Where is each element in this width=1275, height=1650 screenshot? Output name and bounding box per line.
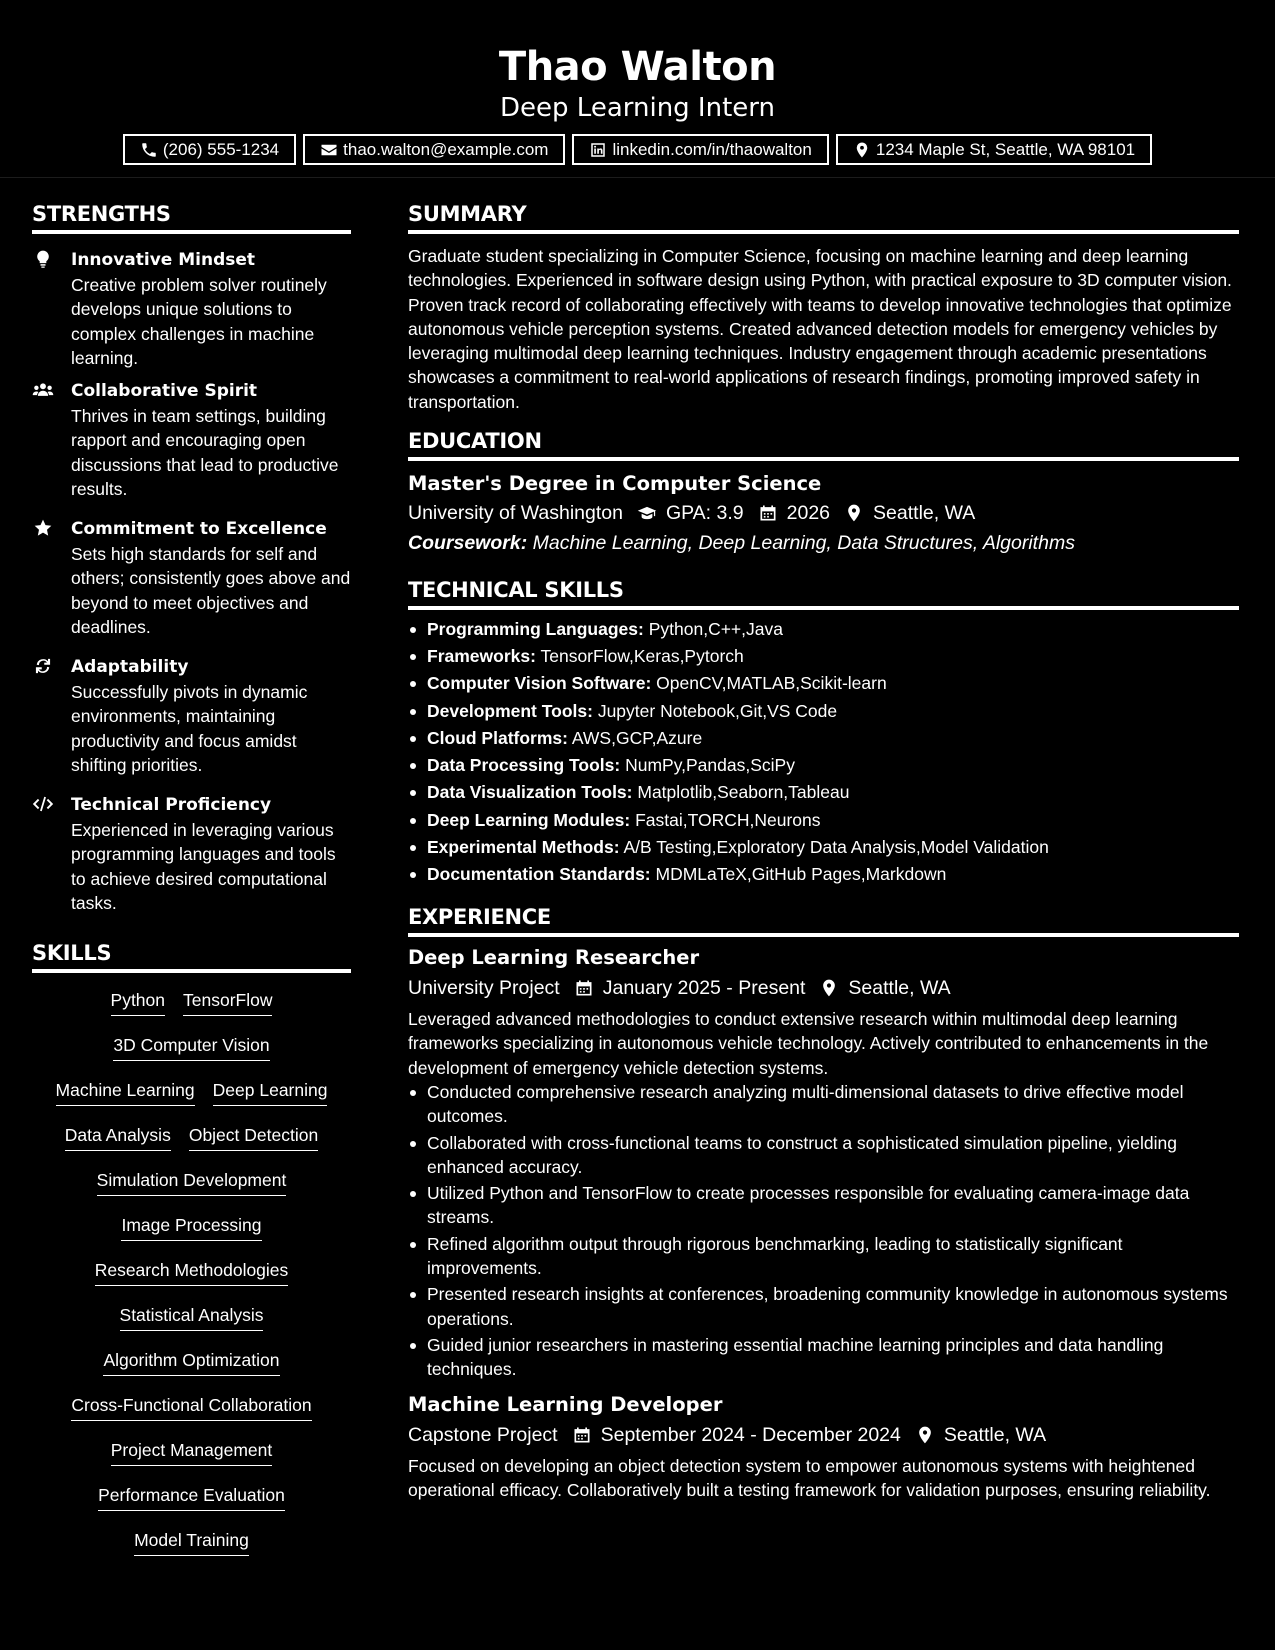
summary-heading: SUMMARY: [408, 200, 1239, 234]
left-column: [32, 200, 351, 1564]
skill-tag: Machine Learning: [56, 1078, 195, 1106]
job-org: Capstone Project: [408, 1423, 558, 1446]
strength-desc: Thrives in team settings, building rapport and encouraging open discussions that lead to productive results.: [71, 406, 339, 499]
skill-row: [32, 1429, 351, 1474]
strengths-list: [32, 247, 351, 923]
candidate-name: Thao Walton: [498, 44, 777, 90]
strength-desc: Successfully pivots in dynamic environments, maintaining productivity and focus amidst shifting priorities.: [71, 682, 308, 775]
list-item: [408, 861, 1239, 888]
skill-tag: Model Training: [134, 1528, 249, 1556]
skill-row: [32, 1159, 351, 1204]
candidate-role: Deep Learning Intern: [500, 93, 775, 123]
list-item: [408, 807, 1239, 834]
skill-tag: Object Detection: [189, 1123, 318, 1151]
strength-desc: Experienced in leveraging various programming languages and tools to achieve desired computational tasks.: [71, 820, 336, 913]
right-column: [408, 200, 1239, 1502]
skill-tag: Statistical Analysis: [120, 1303, 264, 1331]
technical-skills-list: [408, 616, 1239, 888]
skill-values: MDMLaTeX,GitHub Pages,Markdown: [655, 863, 947, 884]
skill-values: Python,C++,Java: [648, 619, 783, 640]
skill-row: [32, 1474, 351, 1519]
skill-values: Jupyter Notebook,Git,VS Code: [597, 700, 838, 721]
skill-values: TensorFlow,Keras,Pytorch: [540, 646, 744, 667]
job-location: Seattle, WA: [848, 977, 951, 1000]
email-text: thao.walton@example.com: [343, 139, 549, 159]
skill-row: [32, 1069, 351, 1114]
degree-title: Master's Degree in Computer Science: [408, 472, 822, 496]
skill-row: [32, 979, 351, 1024]
skill-category: Data Visualization Tools:: [427, 782, 633, 803]
job-location: Seattle, WA: [943, 1423, 1047, 1446]
coursework-text: Machine Learning, Deep Learning, Data Structures, Algorithms: [532, 532, 1075, 555]
linkedin-text: linkedin.com/in/thaowalton: [612, 139, 812, 159]
skill-row: [32, 1204, 351, 1249]
strengths-heading: STRENGTHS: [32, 200, 351, 234]
skill-category: Programming Languages:: [427, 619, 644, 640]
phone-text: (206) 555-1234: [162, 139, 280, 159]
strength-title: Commitment to Excellence: [71, 519, 327, 539]
list-item: Refined algorithm output through rigorous benchmarking, leading to statistically significant improvements.: [408, 1232, 1239, 1281]
summary-text: Graduate student specializing in Computer Science, focusing on machine learning and deep learning technologies. Experienced in software design using Python, with practical exposure to 3D computer vision. Proven track record of collaborating effectively with teams to develop innovative technologies that optimize autonomous vehicle perception systems. Created advanced detection models for emergency vehicles by leveraging multimodal deep learning techniques. Industry engagement through academic presentations showcases a commitment to real-world applications of research findings, promoting improved safety in transportation.: [408, 246, 1232, 412]
skill-category: Experimental Methods:: [427, 836, 620, 857]
list-item: [408, 698, 1239, 725]
skill-category: Documentation Standards:: [427, 863, 651, 884]
job-org: University Project: [408, 977, 560, 1000]
strength-desc: Sets high standards for self and others; consistently goes above and beyond to meet objectives and deadlines.: [71, 544, 351, 637]
job-entry: [408, 1392, 1239, 1503]
gpa-text: GPA: 3.9: [665, 502, 744, 525]
skill-row: [32, 1024, 351, 1069]
skill-tag: Performance Evaluation: [98, 1483, 285, 1511]
skill-tag: 3D Computer Vision: [113, 1033, 269, 1061]
resume-header: [0, 0, 1275, 178]
job-dates: September 2024 - December 2024: [600, 1423, 901, 1446]
skill-category: Development Tools:: [427, 700, 593, 721]
map-marker-icon: [853, 141, 871, 159]
technical-skills-heading: TECHNICAL SKILLS: [408, 576, 1239, 610]
phone-icon: [140, 141, 158, 159]
skill-tag: Research Methodologies: [95, 1258, 289, 1286]
skill-row: [32, 1339, 351, 1384]
education-meta: [408, 499, 1239, 527]
skill-values: OpenCV,MATLAB,Scikit-learn: [656, 673, 887, 694]
school-name: University of Washington: [408, 502, 623, 525]
skill-tag: Project Management: [111, 1438, 272, 1466]
job-description: Leveraged advanced methodologies to conduct extensive research within multimodal deep learning frameworks specializing in autonomous vehicle technology. Actively contributed to enhancements in the development of emergency vehicle detection systems.: [408, 1009, 1209, 1078]
job-meta: [408, 974, 1239, 1002]
skill-category: Cloud Platforms:: [427, 727, 568, 748]
list-item: [408, 670, 1239, 697]
strength-title: Collaborative Spirit: [71, 381, 258, 401]
graduation-year: 2026: [786, 502, 831, 525]
graduation-cap-icon: [637, 503, 657, 523]
contact-address[interactable]: [836, 134, 1152, 165]
list-item: [408, 779, 1239, 806]
lightbulb-icon: [32, 249, 54, 269]
job-title: Machine Learning Developer: [408, 1392, 723, 1416]
code-icon: [32, 794, 54, 814]
skill-row: [32, 1519, 351, 1564]
skill-values: A/B Testing,Exploratory Data Analysis,Model Validation: [623, 836, 1049, 857]
job-bullets: [408, 1080, 1239, 1382]
contact-linkedin[interactable]: [572, 134, 828, 165]
strength-desc: Creative problem solver routinely develops unique solutions to complex challenges in machine learning.: [71, 275, 327, 368]
skill-values: NumPy,Pandas,SciPy: [625, 755, 795, 776]
list-item: [408, 752, 1239, 779]
list-item: Utilized Python and TensorFlow to create processes responsible for evaluating camera-image data streams.: [408, 1181, 1239, 1230]
coursework-line: [408, 529, 1239, 557]
skill-values: AWS,GCP,Azure: [571, 727, 703, 748]
job-meta: [408, 1421, 1239, 1449]
skill-row: [32, 1114, 351, 1159]
map-marker-icon: [844, 503, 864, 523]
calendar-icon: [574, 978, 594, 998]
skills-section: [32, 939, 351, 1564]
envelope-icon: [320, 141, 338, 159]
skill-tag: Python: [111, 988, 165, 1016]
skill-category: Computer Vision Software:: [427, 673, 652, 694]
education-heading: EDUCATION: [408, 427, 1239, 461]
users-icon: [32, 380, 54, 400]
strength-title: Adaptability: [71, 657, 189, 677]
skill-row: [32, 1294, 351, 1339]
school-location: Seattle, WA: [873, 502, 976, 525]
skill-row: [32, 1384, 351, 1429]
experience-heading: EXPERIENCE: [408, 903, 1239, 937]
skill-tag: Image Processing: [121, 1213, 261, 1241]
job-description: Focused on developing an object detection system to empower autonomous systems with heightened operational efficacy. Collaboratively built a testing framework for validation purposes, ensuring reliability.: [408, 1455, 1211, 1500]
list-item: Guided junior researchers in mastering essential machine learning principles and data handling techniques.: [408, 1333, 1239, 1382]
skill-tag: Cross-Functional Collaboration: [71, 1393, 311, 1421]
strength-item: [32, 378, 351, 516]
skill-tag: Algorithm Optimization: [103, 1348, 279, 1376]
contact-email[interactable]: [303, 134, 565, 165]
linkedin-icon: [589, 141, 607, 159]
calendar-icon: [758, 503, 778, 523]
list-item: [408, 616, 1239, 643]
star-icon: [32, 518, 54, 538]
map-marker-icon: [819, 978, 839, 998]
job-dates: January 2025 - Present: [602, 977, 806, 1000]
strength-item: [32, 516, 351, 654]
job-title: Deep Learning Researcher: [408, 946, 700, 970]
list-item: [408, 643, 1239, 670]
skill-category: Data Processing Tools:: [427, 755, 621, 776]
skill-values: Fastai,TORCH,Neurons: [635, 809, 821, 830]
skill-tag: Deep Learning: [213, 1078, 328, 1106]
skills-heading: SKILLS: [32, 939, 351, 973]
calendar-icon: [572, 1425, 592, 1445]
sync-icon: [32, 656, 54, 676]
skills-list: [32, 979, 351, 1564]
strength-title: Innovative Mindset: [71, 250, 256, 270]
skill-tag: TensorFlow: [183, 988, 272, 1016]
contact-phone[interactable]: [123, 134, 296, 165]
list-item: [408, 834, 1239, 861]
strength-item: [32, 792, 351, 923]
strength-title: Technical Proficiency: [71, 795, 272, 815]
skill-tag: Data Analysis: [65, 1123, 171, 1151]
list-item: [408, 725, 1239, 752]
list-item: Presented research insights at conferences, broadening community knowledge in autonomous systems operations.: [408, 1282, 1239, 1331]
list-item: Collaborated with cross-functional teams to construct a sophisticated simulation pipeline, yielding enhanced accuracy.: [408, 1131, 1239, 1180]
skill-tag: Simulation Development: [97, 1168, 287, 1196]
coursework-label: Coursework:: [408, 532, 528, 555]
skill-category: Deep Learning Modules:: [427, 809, 631, 830]
skill-values: Matplotlib,Seaborn,Tableau: [637, 782, 850, 803]
map-marker-icon: [915, 1425, 935, 1445]
address-text: 1234 Maple St, Seattle, WA 98101: [875, 139, 1136, 159]
skill-row: [32, 1249, 351, 1294]
skill-category: Frameworks:: [427, 646, 536, 667]
strength-item: [32, 247, 351, 378]
job-entry: [408, 945, 1239, 1381]
contact-bar: [0, 134, 1275, 165]
strength-item: [32, 654, 351, 792]
list-item: Conducted comprehensive research analyzing multi-dimensional datasets to drive effective model outcomes.: [408, 1080, 1239, 1129]
